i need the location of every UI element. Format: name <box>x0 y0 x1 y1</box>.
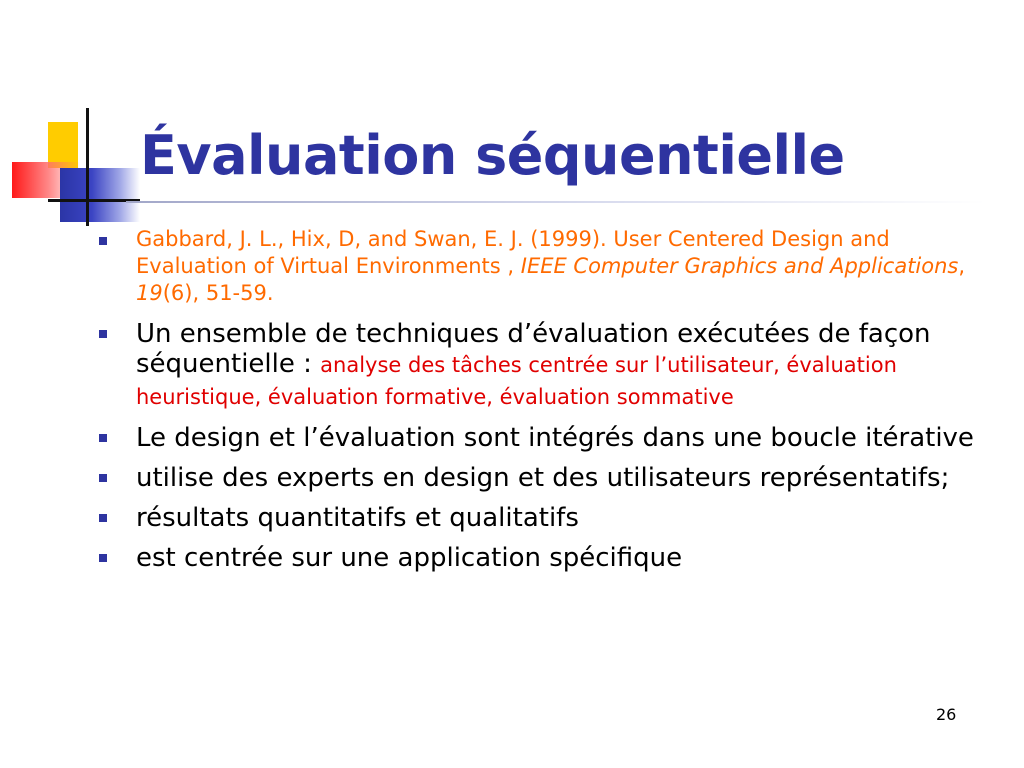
reference-pages: (6), 51-59. <box>162 281 274 305</box>
logo-blue-bar <box>60 168 140 222</box>
bullet-list <box>96 226 996 583</box>
bullet-square-icon <box>99 514 107 522</box>
page-number: 26 <box>936 705 957 724</box>
iterative-text: Le design et l’évaluation sont intégrés dans une boucle itérative <box>136 423 974 453</box>
title-underline <box>126 201 986 203</box>
list-item-reference <box>96 226 996 307</box>
techniques-text: Un ensemble de techniques d’évaluation exécutées de façon séquentielle : <box>136 319 931 379</box>
application-text: est centrée sur une application spécifique <box>136 543 683 573</box>
slide-title: Évaluation séquentielle <box>140 124 845 187</box>
reference-separator: , <box>958 254 966 278</box>
reference-journal: IEEE Computer Graphics and Applications <box>520 254 959 278</box>
slide-logo-decoration <box>0 0 150 240</box>
bullet-square-icon <box>99 474 107 482</box>
experts-text: utilise des experts en design et des utilisateurs représentatifs; <box>136 463 950 493</box>
logo-vertical-line <box>86 108 89 226</box>
bullet-square-icon <box>99 434 107 442</box>
reference-volume: 19 <box>136 281 163 305</box>
list-item-results <box>96 503 996 533</box>
results-text: résultats quantitatifs et qualitatifs <box>136 503 579 533</box>
list-item-application <box>96 543 996 573</box>
techniques-highlight: analyse des tâches centrée sur l’utilisateur, évaluation heuristique, évaluation formative, évaluation sommative <box>136 353 897 409</box>
list-item-experts <box>96 463 996 493</box>
reference-text: Gabbard, J. L., Hix, D, and Swan, E. J. (1999). User Centered Design and Evaluation of Virtual Environments , <box>136 227 890 278</box>
bullet-square-icon <box>99 237 107 245</box>
list-item-iterative <box>96 423 996 453</box>
list-item-techniques <box>96 319 996 413</box>
bullet-square-icon <box>99 554 107 562</box>
bullet-square-icon <box>99 330 107 338</box>
